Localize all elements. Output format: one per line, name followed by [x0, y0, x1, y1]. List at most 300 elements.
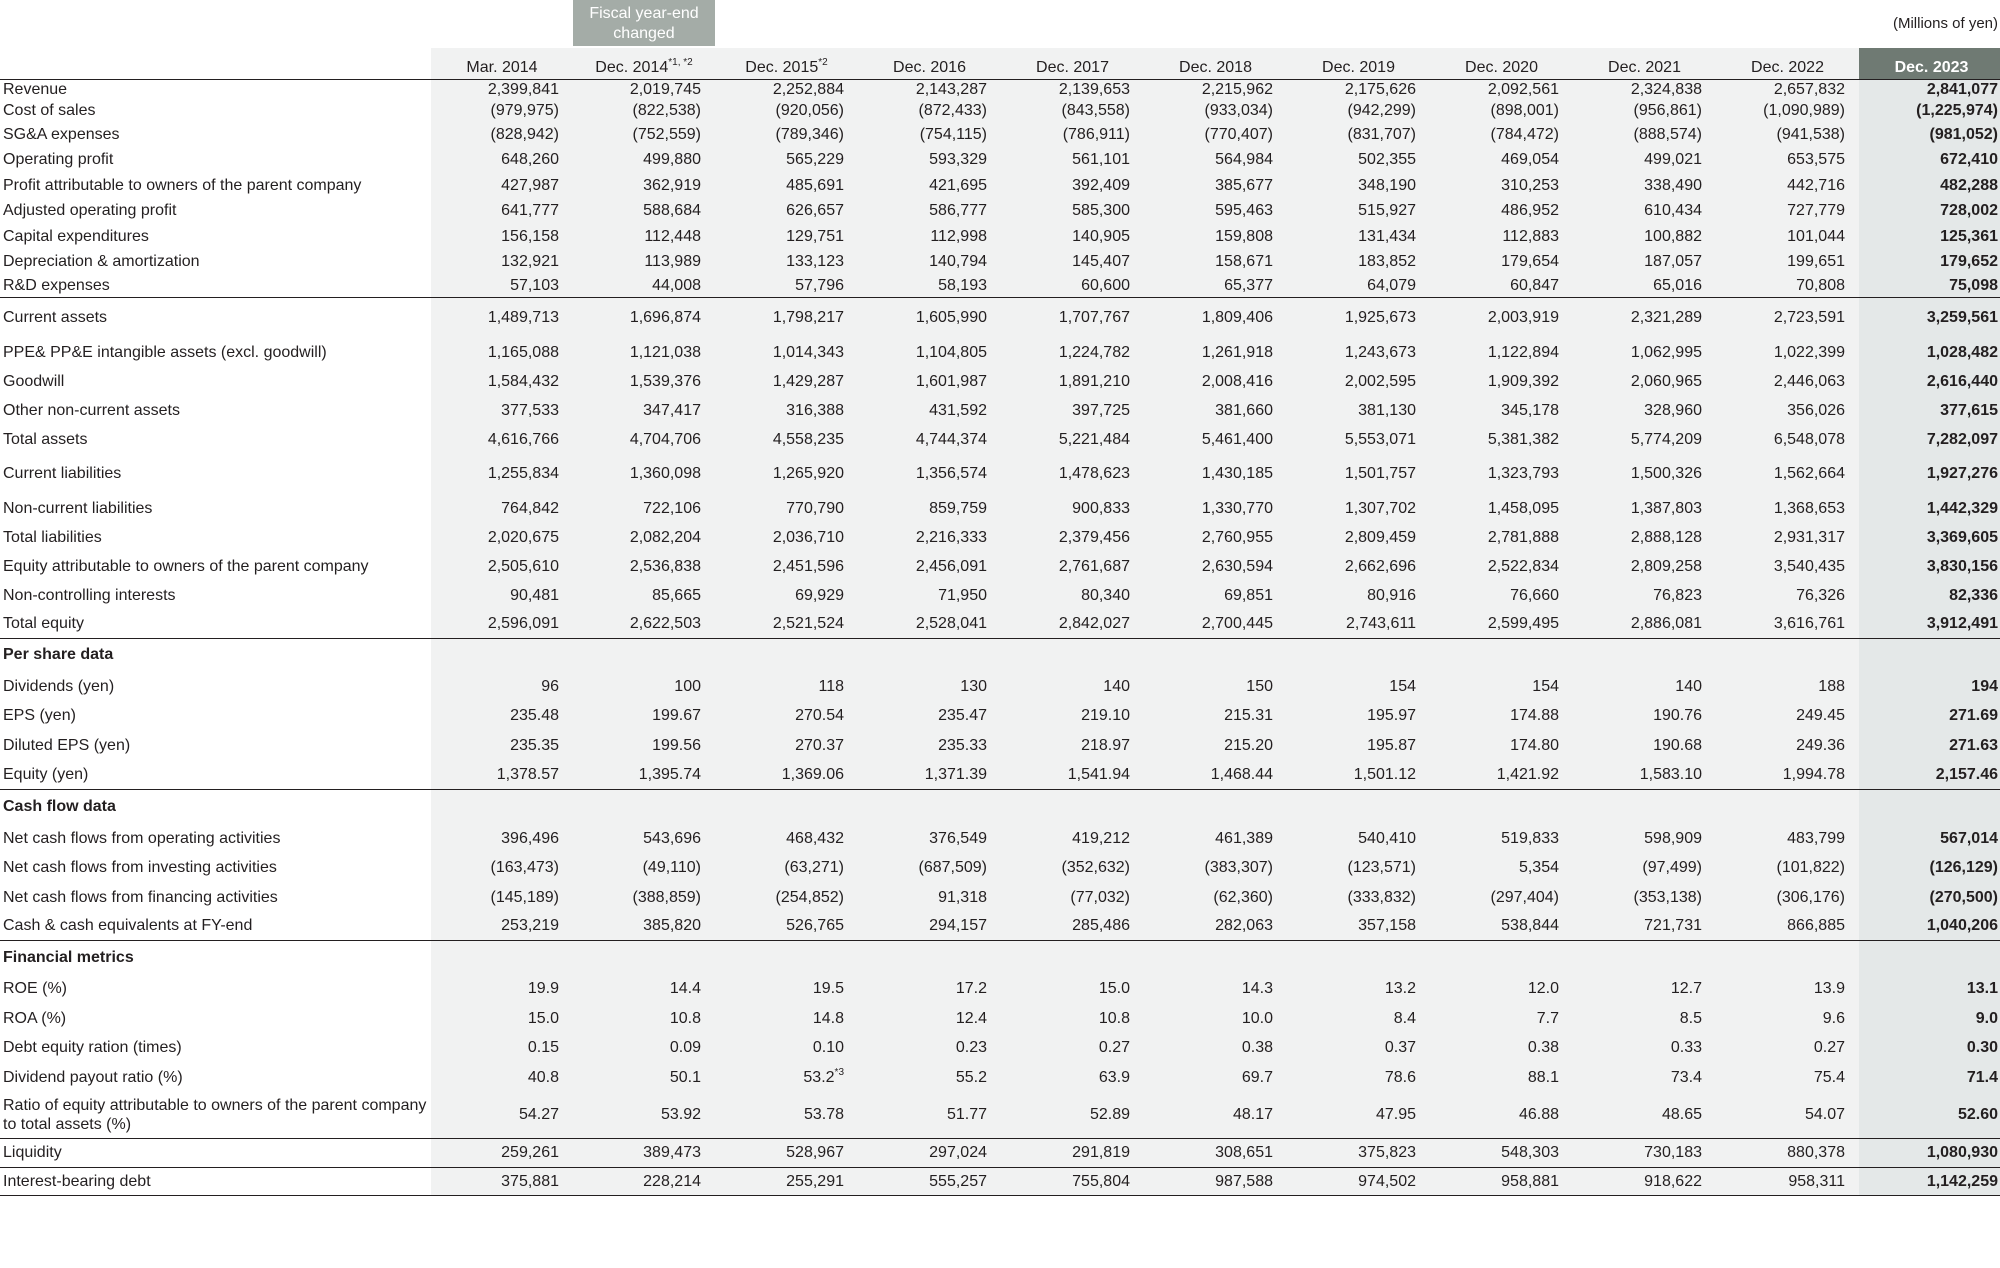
value-cell	[1573, 975, 1716, 1004]
cell-value: 1,369.06	[781, 765, 844, 783]
cell-value: (956,861)	[1633, 102, 1702, 119]
value-cell	[1573, 339, 1716, 368]
value-cell	[1573, 1168, 1716, 1196]
cell-value: 85,665	[652, 587, 701, 604]
cell-value: 48.65	[1661, 1106, 1702, 1124]
cell-value: 2,324,838	[1630, 81, 1702, 99]
cell-value: 218.97	[1081, 736, 1130, 754]
cell-value: 421,695	[929, 176, 987, 194]
row-label: R&D expenses	[0, 275, 431, 298]
cell-value: 215.20	[1224, 736, 1273, 754]
value-cell	[1573, 275, 1716, 298]
cell-value: 14.3	[1241, 980, 1273, 997]
value-cell	[1001, 1063, 1144, 1093]
value-cell	[858, 854, 1001, 883]
value-cell	[1859, 339, 2000, 368]
cell-value: 13.2	[1384, 980, 1416, 997]
cell-value: 179,654	[1501, 253, 1559, 270]
value-cell	[1144, 122, 1287, 148]
value-cell	[715, 339, 858, 368]
empty-cell	[1001, 941, 1144, 975]
value-cell	[715, 1034, 858, 1063]
cell-value: 2,092,561	[1487, 81, 1559, 99]
value-cell	[1430, 173, 1573, 199]
cell-value: 96	[541, 677, 559, 695]
value-cell	[1859, 426, 2000, 454]
row-label: Dividend payout ratio (%)	[3, 1068, 183, 1086]
empty-cell	[1287, 941, 1430, 975]
value-cell	[1144, 368, 1287, 397]
cell-value: 1,696,874	[629, 309, 701, 327]
cell-value: 2,456,091	[915, 558, 987, 575]
cell-value: 1,421.92	[1496, 765, 1559, 783]
value-cell	[858, 1063, 1001, 1093]
column-header-label: Dec. 2019	[1322, 59, 1395, 76]
cell-value: 0.33	[1670, 1039, 1702, 1056]
value-cell	[715, 761, 858, 790]
cell-value: 381,660	[1215, 402, 1273, 419]
value-cell	[858, 883, 1001, 913]
cell-value: 2,599,495	[1487, 615, 1559, 633]
value-cell	[431, 702, 573, 731]
empty-cell	[1144, 790, 1287, 824]
cell-value: 486,952	[1501, 202, 1559, 219]
value-cell	[1716, 173, 1859, 199]
value-cell	[715, 173, 858, 199]
cell-value: 1,994.78	[1782, 765, 1845, 783]
cell-value: 316,388	[786, 402, 844, 419]
cell-value: 419,212	[1072, 829, 1130, 847]
value-cell	[1144, 148, 1287, 173]
value-cell	[1001, 553, 1144, 582]
cell-value: 385,820	[643, 917, 701, 935]
cell-value: 1,442,329	[1926, 500, 1998, 517]
table-row	[0, 148, 2000, 173]
value-cell	[715, 224, 858, 250]
section-heading: Cash flow data	[3, 797, 116, 815]
table-row	[0, 339, 2000, 368]
cell-value: 145,407	[1072, 253, 1130, 270]
cell-value: 1,478,623	[1058, 465, 1130, 482]
row-label: Total liabilities	[3, 529, 102, 546]
value-cell	[431, 80, 573, 101]
value-cell	[1859, 702, 2000, 731]
table-body	[0, 80, 2000, 1196]
cell-value: 427,987	[501, 176, 559, 194]
value-cell	[431, 611, 573, 639]
value-cell	[858, 426, 1001, 454]
value-cell	[1859, 854, 2000, 883]
cell-value: 5,354	[1518, 859, 1559, 876]
cell-value: 1,489,713	[487, 309, 559, 327]
value-cell	[1716, 298, 1859, 339]
value-cell	[1430, 426, 1573, 454]
value-cell	[1430, 975, 1573, 1004]
cell-value: 235.35	[510, 736, 559, 754]
value-cell	[1859, 397, 2000, 426]
cell-value: 561,101	[1072, 151, 1130, 168]
empty-cell	[1716, 639, 1859, 672]
value-cell	[1144, 883, 1287, 913]
cell-value: 377,533	[501, 402, 559, 419]
value-cell	[1573, 368, 1716, 397]
cell-value: 1,891,210	[1058, 373, 1130, 390]
cell-value: (898,001)	[1490, 102, 1559, 119]
value-cell	[573, 702, 715, 731]
cell-value: 255,291	[786, 1172, 844, 1190]
value-cell	[1430, 275, 1573, 298]
cell-value: (163,473)	[490, 859, 559, 876]
value-cell	[858, 224, 1001, 250]
cell-value: (333,832)	[1347, 888, 1416, 906]
value-cell	[1716, 611, 1859, 639]
cell-value: 2,399,841	[487, 81, 559, 99]
cell-value: 2,931,317	[1773, 529, 1845, 546]
value-cell	[1287, 339, 1430, 368]
empty-cell	[573, 790, 715, 824]
cell-value: 51.77	[946, 1106, 987, 1124]
value-cell	[1287, 1093, 1430, 1139]
value-cell	[1144, 1168, 1287, 1196]
cell-value: 215.31	[1224, 707, 1273, 724]
value-cell	[715, 397, 858, 426]
empty-cell	[1859, 941, 2000, 975]
value-cell	[715, 250, 858, 275]
row-label: Net cash flows from investing activities	[3, 859, 277, 876]
cell-value: 76,660	[1510, 587, 1559, 604]
cell-value: 528,967	[786, 1144, 844, 1161]
cell-value: 2,622,503	[629, 615, 701, 633]
cell-value: 179,652	[1940, 253, 1998, 270]
cell-value: 60,847	[1510, 276, 1559, 294]
empty-cell	[1859, 639, 2000, 672]
cell-value: 2,888,128	[1630, 529, 1702, 546]
cell-value: 19.9	[527, 980, 559, 997]
cell-value: 57,103	[510, 276, 559, 294]
value-cell	[715, 731, 858, 761]
value-cell	[715, 672, 858, 702]
table-row	[0, 1063, 2000, 1093]
cell-value: 0.09	[669, 1039, 701, 1056]
value-cell	[858, 702, 1001, 731]
cell-value: 722,106	[643, 500, 701, 517]
cell-value: 0.38	[1241, 1039, 1273, 1056]
value-cell	[573, 1139, 715, 1168]
value-cell	[1287, 854, 1430, 883]
value-cell	[1859, 454, 2000, 495]
value-cell	[1144, 426, 1287, 454]
value-cell	[1287, 80, 1430, 101]
value-cell	[431, 275, 573, 298]
value-cell	[715, 824, 858, 854]
cell-value: 125,361	[1940, 227, 1998, 245]
value-cell	[1001, 524, 1144, 553]
value-cell	[1430, 122, 1573, 148]
value-cell	[858, 913, 1001, 941]
cell-value: 150	[1246, 677, 1273, 695]
cell-value: (752,559)	[632, 125, 701, 143]
value-cell	[1573, 1034, 1716, 1063]
cell-value: (784,472)	[1490, 125, 1559, 143]
value-cell	[1716, 250, 1859, 275]
column-header-label: Dec. 2022	[1751, 59, 1824, 76]
empty-cell	[1287, 790, 1430, 824]
value-cell	[1573, 298, 1716, 339]
cell-value: 5,381,382	[1487, 430, 1559, 448]
table-row	[0, 1004, 2000, 1034]
column-header-label: Dec. 2015	[745, 59, 819, 76]
cell-value: 730,183	[1644, 1144, 1702, 1161]
cell-value: 1,104,805	[915, 344, 987, 361]
cell-value: 4,744,374	[915, 430, 987, 448]
cell-value: 3,259,561	[1926, 309, 1998, 327]
cell-value: 235.48	[510, 707, 559, 724]
row-label: Adjusted operating profit	[3, 202, 177, 219]
value-cell	[1144, 1034, 1287, 1063]
cell-value: (254,852)	[775, 888, 844, 906]
table-row	[0, 250, 2000, 275]
cell-value: 199.67	[652, 707, 701, 724]
cell-value: 2,700,445	[1201, 615, 1273, 633]
cell-value: 2,060,965	[1630, 373, 1702, 390]
value-cell	[1287, 1168, 1430, 1196]
value-cell	[1716, 883, 1859, 913]
value-cell	[1430, 524, 1573, 553]
value-cell	[858, 975, 1001, 1004]
cell-value: 7,282,097	[1926, 430, 1998, 448]
cell-value: 69,851	[1224, 587, 1273, 604]
value-cell	[1716, 275, 1859, 298]
cell-value: 53.78	[803, 1106, 844, 1124]
value-cell	[1716, 761, 1859, 790]
cell-value: 235.47	[938, 707, 987, 724]
value-cell	[1716, 224, 1859, 250]
value-cell	[858, 524, 1001, 553]
cell-value: 219.10	[1081, 707, 1130, 724]
value-cell	[431, 298, 573, 339]
cell-value: (63,271)	[784, 859, 844, 876]
empty-cell	[858, 639, 1001, 672]
cell-value: 271.63	[1949, 736, 1998, 754]
cell-value: 859,759	[929, 500, 987, 517]
cell-value: 19.5	[812, 980, 844, 997]
cell-value: 3,540,435	[1773, 558, 1845, 575]
value-cell	[573, 173, 715, 199]
value-cell	[1001, 761, 1144, 790]
cell-value: 199,651	[1787, 253, 1845, 270]
empty-cell	[1859, 790, 2000, 824]
table-row	[0, 975, 2000, 1004]
cell-value: 376,549	[929, 829, 987, 847]
value-cell	[431, 122, 573, 148]
cell-value: (979,975)	[490, 102, 559, 119]
value-cell	[1859, 553, 2000, 582]
value-cell	[431, 368, 573, 397]
value-cell	[573, 1093, 715, 1139]
cell-value: 461,389	[1215, 829, 1273, 847]
row-label: Capital expenditures	[3, 227, 149, 245]
value-cell	[1859, 524, 2000, 553]
value-cell	[1001, 454, 1144, 495]
value-cell	[1144, 824, 1287, 854]
cell-value: 469,054	[1501, 151, 1559, 168]
cell-value: 764,842	[501, 500, 559, 517]
value-cell	[1430, 1063, 1573, 1093]
value-cell	[573, 298, 715, 339]
column-header-label: Dec. 2014	[595, 59, 669, 76]
cell-value: 112,448	[644, 227, 701, 245]
cell-value: 2,662,696	[1344, 558, 1416, 575]
cell-value: 1,909,392	[1487, 373, 1559, 390]
value-cell	[1716, 824, 1859, 854]
value-cell	[1716, 1139, 1859, 1168]
value-cell	[1001, 854, 1144, 883]
cell-value: 1,371.39	[924, 765, 987, 783]
cell-value: (822,538)	[632, 102, 701, 119]
cell-value: 1,307,702	[1344, 500, 1416, 517]
value-cell	[1144, 731, 1287, 761]
value-cell	[715, 426, 858, 454]
value-cell	[1430, 731, 1573, 761]
value-cell	[1573, 913, 1716, 941]
cell-value: 1,243,673	[1344, 344, 1416, 361]
cell-value: 377,615	[1940, 402, 1998, 419]
empty-cell	[1573, 790, 1716, 824]
value-cell	[1144, 495, 1287, 524]
column-header	[1430, 48, 1573, 80]
value-cell	[1144, 298, 1287, 339]
value-cell	[1287, 224, 1430, 250]
value-cell	[1144, 101, 1287, 122]
row-label: Interest-bearing debt	[0, 1168, 431, 1196]
cell-value: 71.4	[1966, 1068, 1998, 1086]
cell-value: 5,774,209	[1630, 430, 1702, 448]
value-cell	[858, 101, 1001, 122]
cell-value: 610,434	[1644, 202, 1702, 219]
value-cell	[1287, 426, 1430, 454]
value-cell	[715, 275, 858, 298]
cell-value: 55.2	[955, 1068, 987, 1086]
value-cell	[1859, 122, 2000, 148]
cell-value: 1,368,653	[1773, 500, 1845, 517]
value-cell	[1287, 298, 1430, 339]
cell-value: 90,481	[510, 587, 559, 604]
value-cell	[573, 80, 715, 101]
value-cell	[1287, 122, 1430, 148]
value-cell	[858, 173, 1001, 199]
value-cell	[431, 975, 573, 1004]
table-row	[0, 553, 2000, 582]
cell-value: 721,731	[1644, 917, 1702, 935]
cell-value: 2,216,333	[915, 529, 987, 546]
value-cell	[858, 80, 1001, 101]
value-cell	[715, 854, 858, 883]
column-header-label: Dec. 2017	[1036, 59, 1109, 76]
value-cell	[1001, 275, 1144, 298]
value-cell	[573, 397, 715, 426]
value-cell	[1430, 582, 1573, 611]
value-cell	[1859, 975, 2000, 1004]
value-cell	[1716, 199, 1859, 224]
cell-value: 71,950	[938, 587, 987, 604]
value-cell	[1287, 368, 1430, 397]
column-header-label: Dec. 2016	[893, 59, 966, 76]
table-row	[0, 368, 2000, 397]
value-cell	[1573, 148, 1716, 173]
cell-value: 1,501.12	[1353, 765, 1416, 783]
value-cell	[1859, 80, 2000, 101]
cell-value: 2,760,955	[1201, 529, 1273, 546]
cell-value: (933,034)	[1204, 102, 1273, 119]
cell-value: 91,318	[938, 888, 987, 906]
column-header-label: Mar. 2014	[466, 59, 538, 76]
row-label: ROE (%)	[3, 980, 67, 997]
value-cell	[1573, 199, 1716, 224]
value-cell	[1573, 854, 1716, 883]
cell-value: 347,417	[643, 402, 701, 419]
cell-value: 392,409	[1072, 176, 1130, 194]
cell-value: 4,558,235	[772, 430, 844, 448]
value-cell	[715, 1093, 858, 1139]
value-cell	[1859, 824, 2000, 854]
cell-value: 235.33	[938, 736, 987, 754]
value-cell	[858, 368, 1001, 397]
value-cell	[715, 1139, 858, 1168]
cell-value: 1,501,757	[1344, 465, 1416, 482]
value-cell	[431, 913, 573, 941]
cell-value: 0.27	[1813, 1039, 1845, 1056]
value-cell	[431, 1034, 573, 1063]
cell-value: 1,224,782	[1058, 344, 1130, 361]
cell-value: 1,356,574	[915, 465, 987, 482]
cell-value: 2,008,416	[1201, 373, 1273, 390]
column-header	[1573, 48, 1716, 80]
value-cell	[1287, 454, 1430, 495]
cell-value: 50.1	[669, 1068, 701, 1086]
cell-value: 132,921	[501, 253, 559, 270]
value-cell	[715, 524, 858, 553]
value-cell	[1430, 298, 1573, 339]
cell-value: (770,407)	[1204, 125, 1273, 143]
column-header-label: Dec. 2021	[1608, 59, 1681, 76]
cell-value: 987,588	[1215, 1172, 1273, 1190]
units-label: (Millions of yen)	[1892, 15, 1998, 32]
value-cell	[1573, 397, 1716, 426]
cell-value: 5,553,071	[1344, 430, 1416, 448]
value-cell	[431, 582, 573, 611]
empty-cell	[1716, 941, 1859, 975]
cell-value: 53.2	[803, 1068, 835, 1086]
value-cell	[1287, 731, 1430, 761]
row-label: Current liabilities	[3, 465, 122, 482]
cell-value: 2,003,919	[1487, 309, 1559, 327]
cell-value: 174.80	[1510, 736, 1559, 754]
row-label: Depreciation & amortization	[3, 253, 200, 270]
cell-value: 6,548,078	[1773, 430, 1845, 448]
cell-value: 52.60	[1957, 1106, 1998, 1124]
cell-value: 1,927,276	[1926, 465, 1998, 482]
cell-value: 14.4	[669, 980, 701, 997]
empty-cell	[573, 639, 715, 672]
value-cell	[1573, 731, 1716, 761]
value-cell	[1001, 582, 1144, 611]
table-row	[0, 1168, 2000, 1196]
value-cell	[858, 761, 1001, 790]
cell-value: 133,123	[786, 253, 844, 270]
value-cell	[1144, 224, 1287, 250]
value-cell	[858, 611, 1001, 639]
cell-value: 586,777	[929, 202, 987, 219]
